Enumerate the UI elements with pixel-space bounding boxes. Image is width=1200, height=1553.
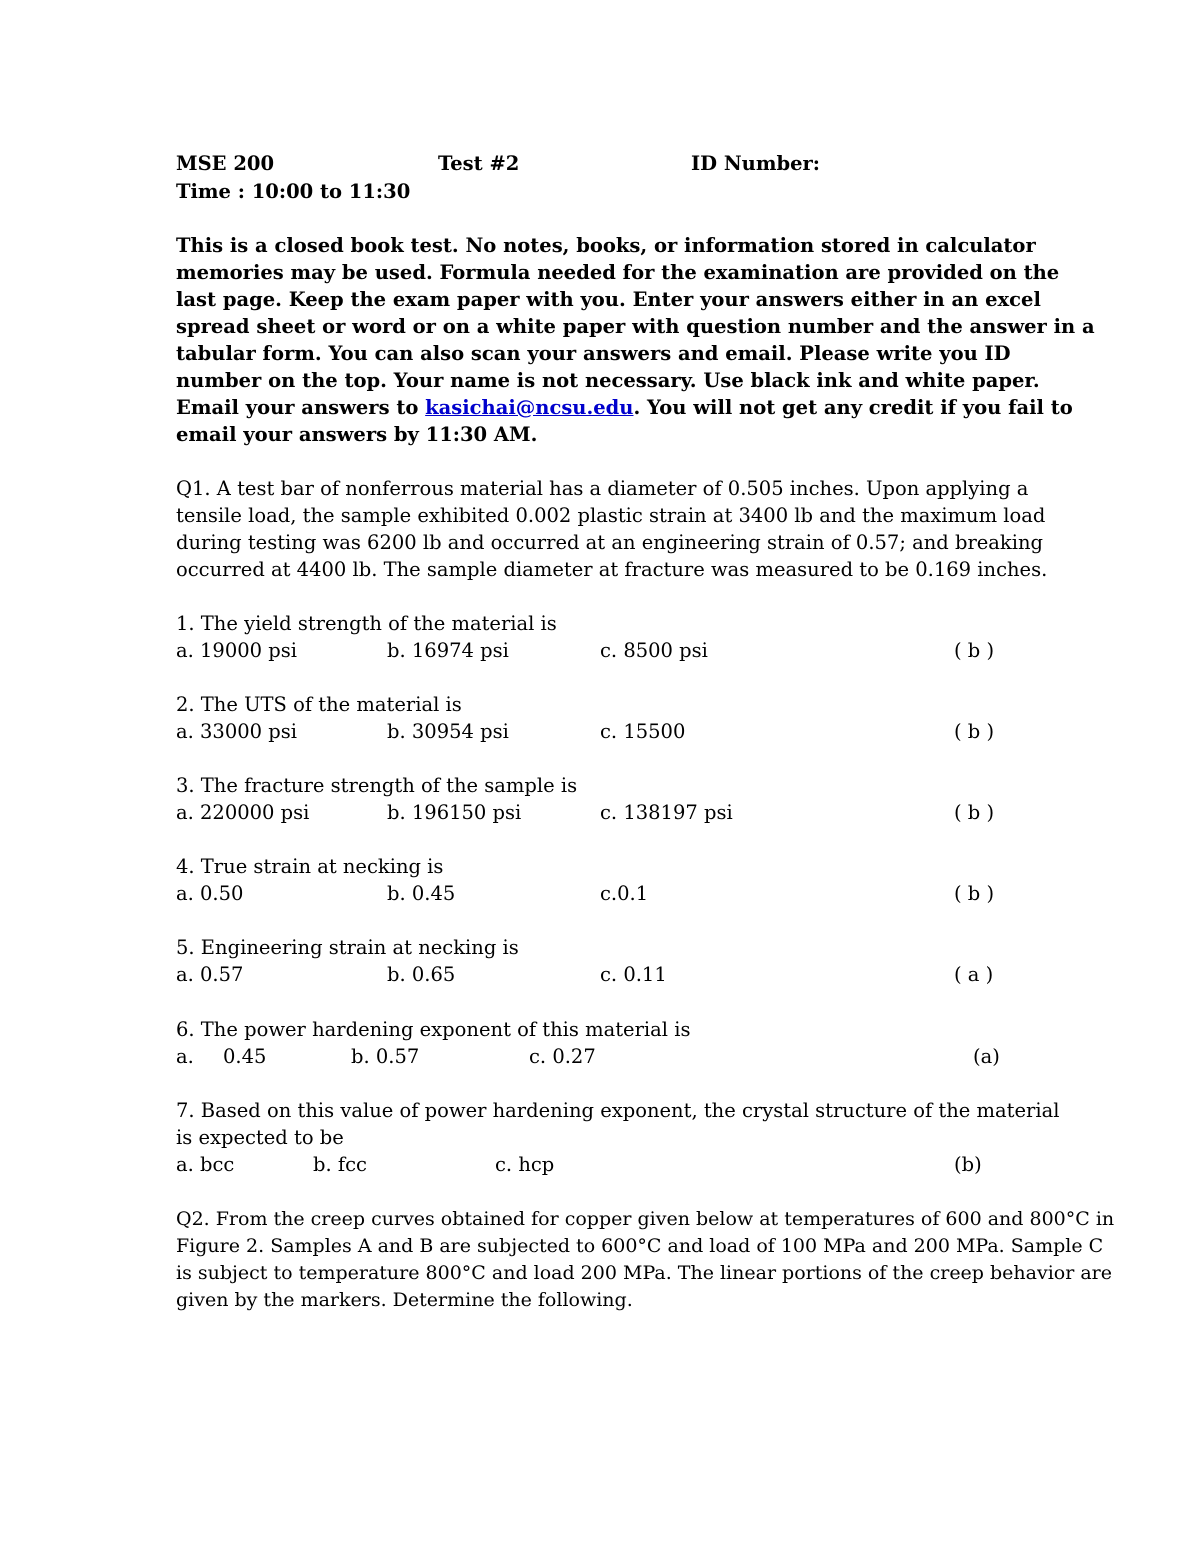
option-c: c.0.1 (600, 882, 649, 905)
question-text: 7. Based on this value of power hardening exponent, the crystal structure of the material (176, 1099, 1060, 1122)
option-a: a. (176, 1045, 194, 1068)
q2-text-line: given by the markers. Determine the following. (176, 1289, 633, 1311)
question-text-cont: is expected to be (176, 1126, 344, 1149)
course-label: MSE 200 (176, 152, 275, 175)
question-text: 3. The fracture strength of the sample is (176, 774, 578, 797)
question-text: 2. The UTS of the material is (176, 693, 462, 716)
instruction-line: spread sheet or word or on a white paper with question number and the answer in a (176, 315, 1095, 338)
email-instruction (176, 394, 1073, 421)
question-text: 6. The power hardening exponent of this material is (176, 1018, 691, 1041)
instruction-line: tabular form. You can also scan your answers and email. Please write you ID (176, 342, 1011, 365)
instruction-line: memories may be used. Formula needed for the examination are provided on the (176, 261, 1060, 284)
option-a: a. 0.57 (176, 963, 244, 986)
question-text: 5. Engineering strain at necking is (176, 936, 519, 959)
answer-mark: ( b ) (954, 882, 995, 905)
q1-text-line: occurred at 4400 lb. The sample diameter at fracture was measured to be 0.169 inches. (176, 558, 1048, 581)
option-c: c. 15500 (600, 720, 686, 743)
option-a: a. 33000 psi (176, 720, 297, 743)
email-link[interactable]: kasichai@ncsu.edu (425, 396, 634, 419)
option-b: b. 0.45 (387, 882, 456, 905)
option-b: b. 30954 psi (387, 720, 509, 743)
answer-mark: ( b ) (954, 639, 995, 662)
answer-mark: ( b ) (954, 801, 995, 824)
option-b: b. 0.65 (387, 963, 456, 986)
answer-mark: ( a ) (954, 963, 994, 986)
option-b: b. fcc (313, 1153, 367, 1176)
q2-text-line: Q2. From the creep curves obtained for copper given below at temperatures of 600 and 800°C in (176, 1208, 1115, 1230)
option-b: b. 0.57 (351, 1045, 420, 1068)
q1-text-line: Q1. A test bar of nonferrous material has a diameter of 0.505 inches. Upon applying a (176, 477, 1029, 500)
q1-text-line: during testing was 6200 lb and occurred at an engineering strain of 0.57; and breaking (176, 531, 1044, 554)
option-a: a. bcc (176, 1153, 235, 1176)
option-c: c. 138197 psi (600, 801, 733, 824)
instruction-line: number on the top. Your name is not necessary. Use black ink and white paper. (176, 369, 1040, 392)
instruction-line: email your answers by 11:30 AM. (176, 423, 538, 446)
q1-text-line: tensile load, the sample exhibited 0.002 plastic strain at 3400 lb and the maximum load (176, 504, 1046, 527)
question-text: 1. The yield strength of the material is (176, 612, 557, 635)
option-a: a. 220000 psi (176, 801, 310, 824)
answer-mark: (a) (973, 1045, 1000, 1068)
email-prefix: Email your answers to (176, 396, 426, 419)
answer-mark: (b) (954, 1153, 982, 1176)
answer-mark: ( b ) (954, 720, 995, 743)
q2-text-line: is subject to temperature 800°C and load 200 MPa. The linear portions of the creep behavior are (176, 1262, 1113, 1284)
option-b: b. 16974 psi (387, 639, 509, 662)
test-label: Test #2 (438, 152, 520, 175)
option-c: c. 8500 psi (600, 639, 708, 662)
q2-text-line: Figure 2. Samples A and B are subjected to 600°C and load of 100 MPa and 200 MPa. Sample C (176, 1235, 1104, 1257)
option-b: b. 196150 psi (387, 801, 522, 824)
time-label: Time : 10:00 to 11:30 (176, 180, 411, 203)
option-a: a. 0.50 (176, 882, 244, 905)
option-a-value: 0.45 (223, 1045, 267, 1068)
question-text: 4. True strain at necking is (176, 855, 444, 878)
option-c: c. 0.11 (600, 963, 667, 986)
option-c: c. hcp (495, 1153, 555, 1176)
id-number-label: ID Number: (691, 152, 820, 175)
option-a: a. 19000 psi (176, 639, 297, 662)
option-c: c. 0.27 (529, 1045, 596, 1068)
email-suffix: . You will not get any credit if you fail to (633, 396, 1073, 419)
instruction-line: last page. Keep the exam paper with you. Enter your answers either in an excel (176, 288, 1041, 311)
instruction-line: This is a closed book test. No notes, books, or information stored in calculator (176, 234, 1036, 257)
